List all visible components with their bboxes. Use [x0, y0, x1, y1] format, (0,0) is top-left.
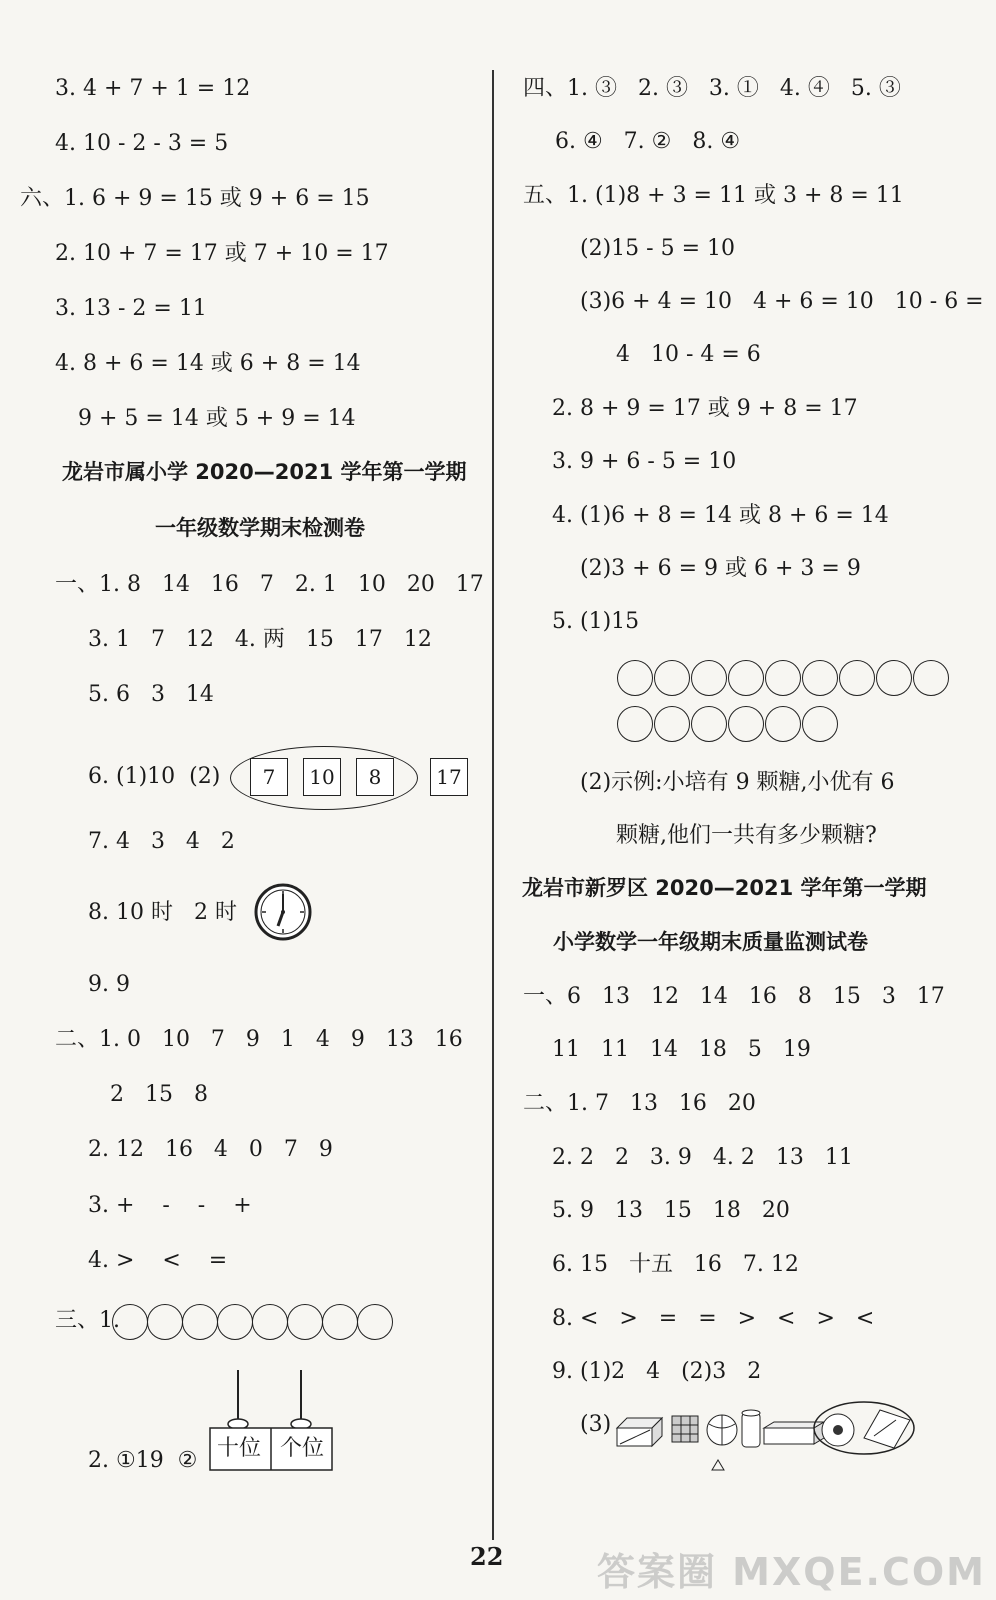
circle-shape	[802, 706, 838, 742]
circle-shape	[112, 1304, 148, 1340]
answer-line: (2)3 + 6 = 9 或 6 + 3 = 9	[580, 556, 861, 581]
circle-shape	[728, 706, 764, 742]
circle-shape	[654, 706, 690, 742]
answer-line: 4. 8 + 6 = 14 或 6 + 8 = 14	[55, 351, 361, 376]
answer-line: 一、1. 8 14 16 7 2. 1 10 20 17	[55, 572, 484, 597]
answer-line: 3. 4 + 7 + 1 = 12	[55, 76, 251, 101]
answer-line: 7. 4 3 4 2	[88, 829, 235, 854]
answer-line: 2 15 8	[110, 1082, 208, 1107]
circle-shape	[839, 660, 875, 696]
answer-line: 9. 9	[88, 972, 130, 997]
answer-line: 6. (1)10 (2)	[88, 764, 221, 789]
answer-line: 5. (1)15	[552, 609, 640, 634]
circle-shape	[802, 660, 838, 696]
left-heading-2: 一年级数学期末检测卷	[155, 516, 365, 540]
abacus-label-tens: 十位	[217, 1436, 262, 1461]
answer-line: 四、1. ③ 2. ③ 3. ① 4. ④ 5. ③	[523, 76, 901, 101]
right-heading-2: 小学数学一年级期末质量监测试卷	[553, 930, 868, 954]
answer-line: 5. 9 13 15 18 20	[552, 1198, 790, 1223]
circle-shape	[691, 660, 727, 696]
circle-shape	[357, 1304, 393, 1340]
answer-line: 4 10 - 4 = 6	[616, 342, 761, 367]
box-number: 10	[303, 758, 341, 796]
right-heading-1: 龙岩市新罗区 2020—2021 学年第一学期	[522, 876, 927, 900]
answer-line: 5. 6 3 14	[88, 682, 214, 707]
answer-line: 三、1.	[55, 1308, 120, 1333]
abacus-label-ones: 个位	[280, 1436, 325, 1461]
answer-line: 六、1. 6 + 9 = 15 或 9 + 6 = 15	[20, 186, 370, 211]
page-number: 22	[470, 1542, 504, 1571]
answer-line: 3. 13 - 2 = 11	[55, 296, 207, 321]
circle-shape	[765, 706, 801, 742]
answer-line: 颗糖,他们一共有多少颗糖?	[616, 823, 877, 848]
answer-line: 3. 1 7 12 4. 两 15 17 12	[88, 627, 432, 652]
circle-shape	[182, 1304, 218, 1340]
answer-line: 4. (1)6 + 8 = 14 或 8 + 6 = 14	[552, 503, 889, 528]
circle-shape	[617, 706, 653, 742]
answer-line: 五、1. (1)8 + 3 = 11 或 3 + 8 = 11	[523, 183, 904, 208]
column-divider	[492, 70, 494, 1540]
answer-line: 8. 10 时 2 时	[88, 900, 237, 925]
circle-shape	[876, 660, 912, 696]
answer-line: 2. ①19 ②	[88, 1448, 198, 1473]
answer-line: 二、1. 7 13 16 20	[523, 1091, 756, 1116]
abacus-icon	[206, 1370, 336, 1478]
circle-shape	[147, 1304, 183, 1340]
answer-line: 6. ④ 7. ② 8. ④	[555, 129, 741, 154]
shapes-icon	[612, 1398, 922, 1478]
answer-line: 4. > < =	[88, 1248, 228, 1273]
circle-shape	[765, 660, 801, 696]
answer-line: 3. 9 + 6 - 5 = 10	[552, 449, 737, 474]
answer-line: 2. 12 16 4 0 7 9	[88, 1137, 333, 1162]
clock-icon	[253, 882, 313, 942]
answer-line: 一、6 13 12 14 16 8 15 3 17	[523, 984, 945, 1009]
answer-line: (2)15 - 5 = 10	[580, 236, 735, 261]
answer-line: 9. (1)2 4 (2)3 2	[552, 1359, 762, 1384]
circle-shape	[913, 660, 949, 696]
watermark: 答案圈 MXQE.COM	[596, 1550, 986, 1594]
left-heading-1: 龙岩市属小学 2020—2021 学年第一学期	[62, 460, 467, 484]
answer-line: 6. 15 十五 16 7. 12	[552, 1252, 799, 1277]
circle-shape	[287, 1304, 323, 1340]
circle-shape	[691, 706, 727, 742]
answer-line: 2. 10 + 7 = 17 或 7 + 10 = 17	[55, 241, 389, 266]
answer-line: 11 11 14 18 5 19	[552, 1037, 811, 1062]
box-number: 17	[430, 758, 468, 796]
circle-shape	[217, 1304, 253, 1340]
circle-shape	[252, 1304, 288, 1340]
answer-line: 9 + 5 = 14 或 5 + 9 = 14	[78, 406, 356, 431]
answer-line: 二、1. 0 10 7 9 1 4 9 13 16	[55, 1027, 463, 1052]
circle-shape	[322, 1304, 358, 1340]
circle-shape	[617, 660, 653, 696]
box-number: 7	[250, 758, 288, 796]
answer-line: (2)示例:小培有 9 颗糖,小优有 6	[580, 770, 895, 795]
answer-line: 2. 8 + 9 = 17 或 9 + 8 = 17	[552, 396, 858, 421]
answer-line: 2. 2 2 3. 9 4. 2 13 11	[552, 1145, 853, 1170]
answer-line: 4. 10 - 2 - 3 = 5	[55, 131, 229, 156]
answer-line: (3)	[580, 1412, 612, 1437]
circle-shape	[728, 660, 764, 696]
circle-shape	[654, 660, 690, 696]
answer-line: 8. < > = = > < > <	[552, 1306, 875, 1331]
answer-line: (3)6 + 4 = 10 4 + 6 = 10 10 - 6 =	[580, 289, 984, 314]
answer-line: 3. + - - +	[88, 1193, 252, 1218]
box-number: 8	[356, 758, 394, 796]
